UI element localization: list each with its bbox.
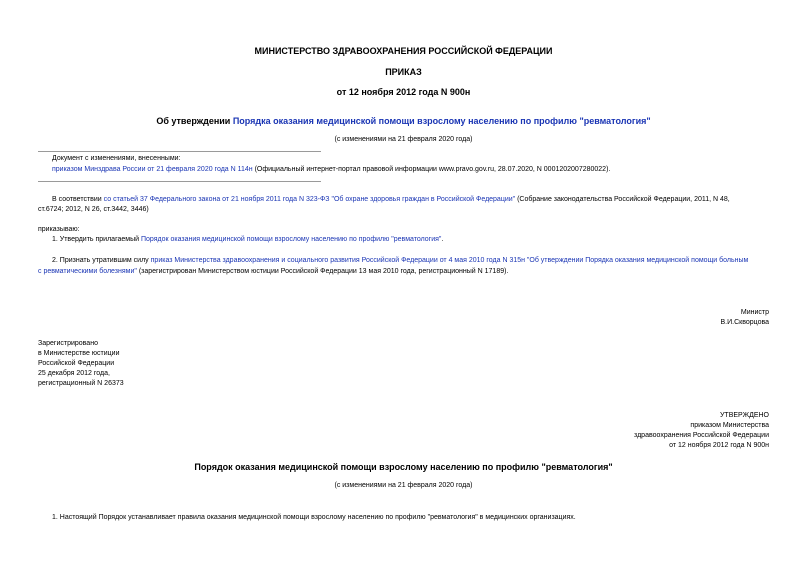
preamble-law-link[interactable]: со статьей 37 Федерального закона от 21 ноября 2011 года N 323-ФЗ "Об охране здоровья граждан в Российской Федерации": [103, 196, 516, 203]
preamble-line1: [52, 196, 730, 203]
preamble-line2: ст.6724; 2012, N 26, ст.3442, 3446): [38, 206, 149, 213]
signature-position: Министр: [740, 309, 769, 316]
document-title: [0, 116, 807, 126]
approved-block: [634, 411, 769, 451]
approved-line: приказом Министерства: [690, 422, 769, 429]
registration-line: в Министерстве юстиции: [38, 350, 120, 357]
item1-link[interactable]: Порядок оказания медицинской помощи взрослому населению по профилю "ревматология": [140, 236, 442, 243]
changes-note: (с изменениями на 21 февраля 2020 года): [334, 136, 473, 143]
preamble-rest: (Собрание законодательства Российской Федерации, 2011, N 48,: [515, 196, 730, 203]
registration-line: Российской Федерации: [38, 360, 115, 367]
amendment-top-rule: [38, 151, 321, 152]
section-title: Порядок оказания медицинской помощи взрослому населению по профилю "ревматология": [194, 462, 613, 472]
order-word: приказываю:: [38, 226, 80, 233]
order-item-1: [52, 236, 443, 243]
amendment-line1: Документ с изменениями, внесенными:: [52, 155, 181, 162]
section-changes-note: (с изменениями на 21 февраля 2020 года): [334, 482, 473, 489]
item1-suffix: .: [441, 236, 444, 243]
order-item-2-line1: [52, 257, 748, 264]
preamble-prefix: В соответствии: [52, 196, 104, 203]
ministry-heading: МИНИСТЕРСТВО ЗДРАВООХРАНЕНИЯ РОССИЙСКОЙ ФЕДЕРАЦИИ: [254, 46, 553, 56]
approved-line: от 12 ноября 2012 года N 900н: [669, 442, 769, 449]
amendment-bottom-rule: [38, 181, 321, 182]
approved-line: УТВЕРЖДЕНО: [719, 412, 769, 419]
title-link[interactable]: Порядка оказания медицинской помощи взрослому населению по профилю "ревматология": [232, 116, 651, 126]
item2-link-line2[interactable]: с ревматическими болезнями": [38, 268, 137, 275]
section-item-1: 1. Настоящий Порядок устанавливает правила оказания медицинской помощи взрослому населению по профилю "ревматология" в медицинских организациях.: [52, 514, 576, 521]
amendment-line2: [52, 166, 610, 173]
amendment-link[interactable]: приказом Минздрава России от 21 февраля 2020 года N 114н: [52, 166, 253, 173]
registration-line: 25 декабря 2012 года,: [38, 370, 110, 377]
registration-block: [38, 339, 124, 389]
signature-name: В.И.Скворцова: [720, 319, 769, 326]
item1-prefix: 1. Утвердить прилагаемый: [52, 236, 141, 243]
order-item-2-line2: [38, 268, 508, 275]
registration-line: Зарегистрировано: [38, 340, 98, 347]
item2-prefix: 2. Признать утратившим силу: [52, 257, 151, 264]
doc-type-heading: ПРИКАЗ: [385, 67, 422, 77]
approved-line: здравоохранения Российской Федерации: [634, 432, 769, 439]
title-prefix: Об утверждении: [156, 116, 233, 126]
item2-rest: (зарегистрирован Министерством юстиции Российской Федерации 13 мая 2010 года, регистрационный N 17189).: [136, 268, 509, 275]
doc-date-number: от 12 ноября 2012 года N 900н: [336, 87, 471, 97]
item2-link-line1[interactable]: приказ Министерства здравоохранения и социального развития Российской Федерации от 4 мая 2010 года N 315н "Об утверждении Порядка оказания медицинской помощи больным: [150, 257, 749, 264]
amendment-rest: (Официальный интернет-портал правовой информации www.pravo.gov.ru, 28.07.2020, N 0001202007280022).: [252, 166, 611, 173]
registration-line: регистрационный N 26373: [38, 380, 124, 387]
